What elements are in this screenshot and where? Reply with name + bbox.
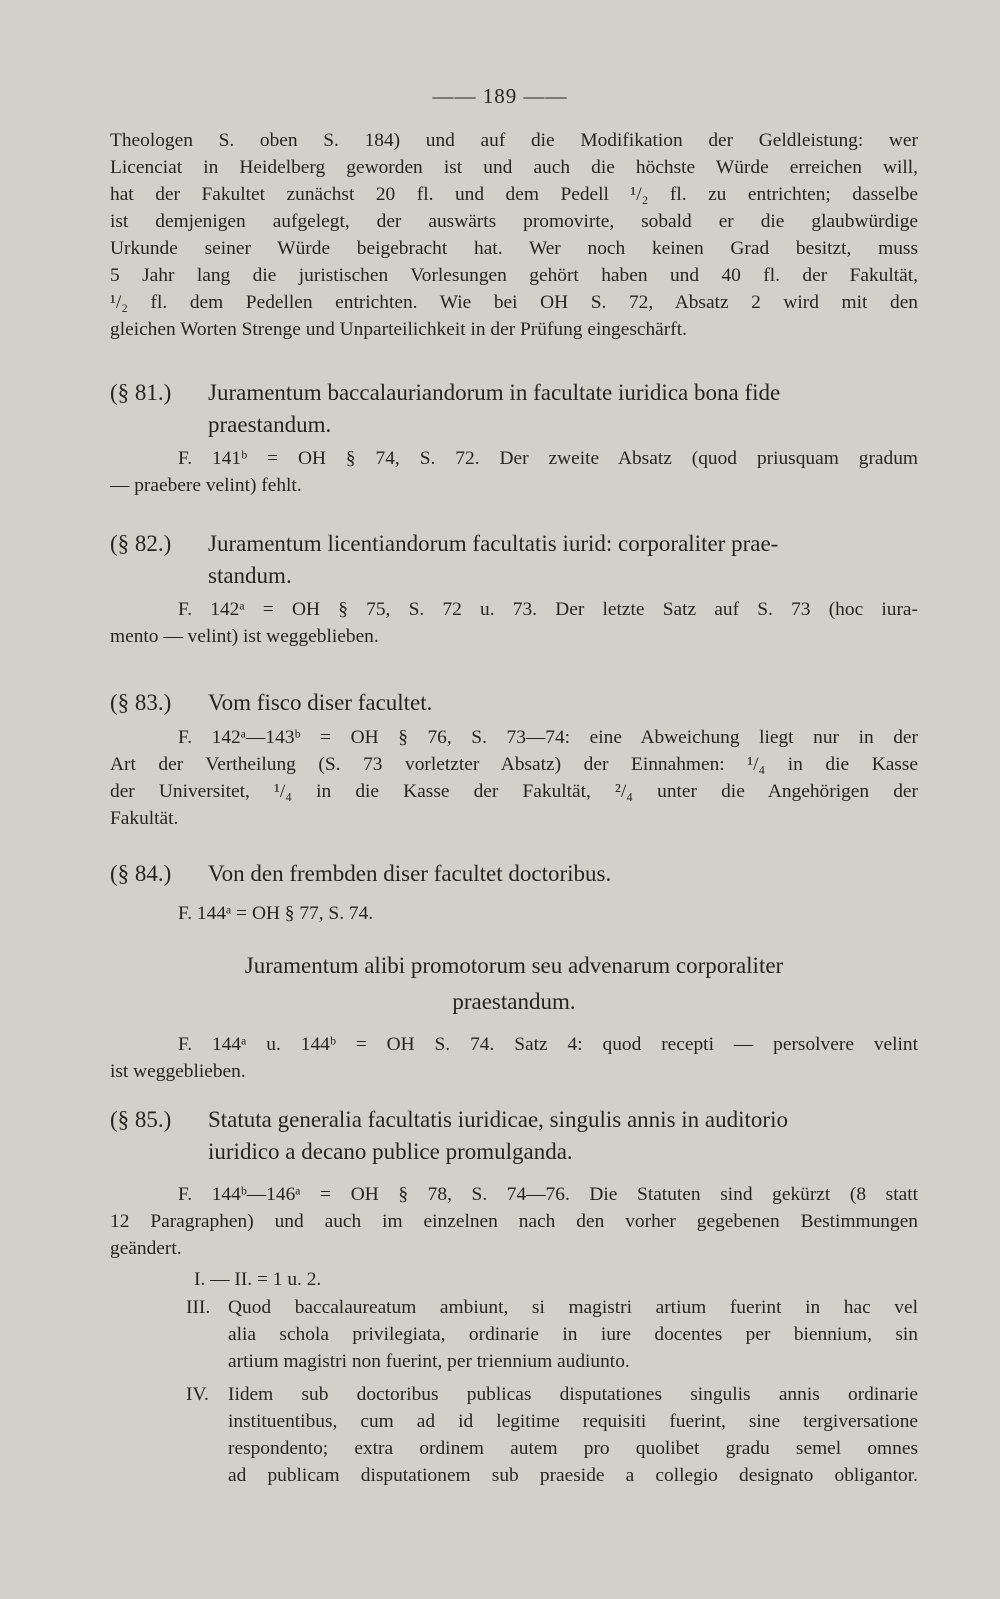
statute-item-iv	[110, 1381, 918, 1489]
statute-numeral: IV.	[186, 1384, 209, 1405]
section-title-line: praestandum.	[208, 412, 332, 437]
section-number: (§ 82.)	[110, 531, 172, 556]
section-note-81	[110, 445, 918, 499]
statute-numeral: III.	[186, 1297, 211, 1318]
section-heading-82	[110, 528, 918, 592]
text-line: Fakultät.	[110, 808, 179, 829]
section-heading-85	[110, 1104, 918, 1168]
text-line: F. 144ᵇ—146ᵃ = OH § 78, S. 74—76. Die Statuten sind gekürzt (8 statt	[178, 1184, 918, 1205]
section-title-line: Statuta generalia facultatis iuridicae, singulis annis in auditorio	[208, 1107, 788, 1132]
centered-heading-line: praestandum.	[452, 989, 576, 1014]
section-note-83	[110, 724, 918, 832]
text-line: Art der Vertheilung (S. 73 vorletzter Absatz) der Einnahmen: ¹/₄ in die Kasse	[110, 754, 918, 775]
section-heading-84	[110, 858, 918, 890]
text-line: F. 141ᵇ = OH § 74, S. 72. Der zweite Absatz (quod priusquam gradum	[178, 448, 918, 469]
centered-heading-line: Juramentum alibi promotorum seu advenarum corporaliter	[244, 953, 784, 978]
text-line: ad publicam disputationem sub praeside a collegio designato obligantor.	[228, 1465, 918, 1486]
text-line: F. 144ᵃ = OH § 77, S. 74.	[178, 903, 374, 924]
statute-range-line	[110, 1266, 918, 1293]
text-line: hat der Fakultet zunächst 20 fl. und dem Pedell ¹/₂ fl. zu entrichten; dasselbe	[110, 184, 918, 205]
section-number: (§ 84.)	[110, 861, 172, 886]
text-line: 12 Paragraphen) und auch im einzelnen nach den vorher gegebenen Bestimmungen	[110, 1211, 918, 1232]
page-number: —— 189 ——	[432, 84, 568, 108]
text-line: F. 142ᵃ—143ᵇ = OH § 76, S. 73—74: eine Abweichung liegt nur in der	[178, 727, 918, 748]
statute-item-iii	[110, 1294, 918, 1375]
text-line: respondento; extra ordinem autem pro quolibet gradu semel omnes	[228, 1438, 918, 1459]
section-number: (§ 81.)	[110, 380, 172, 405]
text-line: Iidem sub doctoribus publicas disputationes singulis annis ordinarie	[228, 1384, 918, 1405]
text-line: Quod baccalaureatum ambiunt, si magistri artium fuerint in hac vel	[228, 1297, 918, 1318]
text-line: der Universitet, ¹/₄ in die Kasse der Fakultät, ²/₄ unter die Angehörigen der	[110, 781, 918, 802]
section-title-line: Vom fisco diser facultet.	[208, 690, 433, 715]
section-title-line: iuridico a decano publice promulganda.	[208, 1139, 573, 1164]
section-note-82	[110, 596, 918, 650]
text-line: alia schola privilegiata, ordinarie in iure docentes per biennium, sin	[228, 1324, 918, 1345]
text-line: Licenciat in Heidelberg geworden ist und auch die höchste Würde erreichen will,	[110, 157, 918, 178]
text-line: Urkunde seiner Würde beigebracht hat. Wer noch keinen Grad besitzt, muss	[110, 238, 918, 259]
section-title-line: Von den frembden diser facultet doctoribus.	[208, 861, 612, 886]
text-line: Theologen S. oben S. 184) und auf die Modifikation der Geldleistung: wer	[110, 130, 918, 151]
text-line: I. — II. = 1 u. 2.	[194, 1269, 322, 1290]
section-heading-83	[110, 687, 918, 719]
text-line: mento — velint) ist weggeblieben.	[110, 626, 379, 647]
section-title-line: Juramentum baccalauriandorum in facultate iuridica bona fide	[208, 380, 781, 405]
text-line: F. 144ᵃ u. 144ᵇ = OH S. 74. Satz 4: quod recepti — persolvere velint	[178, 1034, 918, 1055]
text-line: artium magistri non fuerint, per triennium audiunto.	[228, 1351, 630, 1372]
text-line: ist weggeblieben.	[110, 1061, 246, 1082]
section-title-line: Juramentum licentiandorum facultatis iurid: corporaliter prae-	[208, 531, 779, 556]
text-line: instituentibus, cum ad id legitime requisiti fuerint, sine tergiversatione	[228, 1411, 918, 1432]
centered-heading	[110, 948, 918, 1020]
section-number: (§ 83.)	[110, 690, 172, 715]
section-title-line: standum.	[208, 563, 292, 588]
text-line: — praebere velint) fehlt.	[110, 475, 302, 496]
text-line: gleichen Worten Strenge und Unparteilichkeit in der Prüfung eingeschärft.	[110, 319, 687, 340]
text-line: F. 142ᵃ = OH § 75, S. 72 u. 73. Der letzte Satz auf S. 73 (hoc iura-	[178, 599, 918, 620]
section-note-84	[110, 900, 918, 927]
centered-heading-note	[110, 1031, 918, 1085]
section-note-85	[110, 1181, 918, 1262]
text-line: ist demjenigen aufgelegt, der auswärts promovirte, sobald er die glaubwürdige	[110, 211, 918, 232]
section-number: (§ 85.)	[110, 1107, 172, 1132]
text-line: geändert.	[110, 1238, 182, 1259]
text-line: 5 Jahr lang die juristischen Vorlesungen gehört haben und 40 fl. der Fakultät,	[110, 265, 918, 286]
intro-paragraph	[110, 127, 918, 343]
section-heading-81	[110, 377, 918, 441]
text-line: ¹/₂ fl. dem Pedellen entrichten. Wie bei OH S. 72, Absatz 2 wird mit den	[110, 292, 918, 313]
